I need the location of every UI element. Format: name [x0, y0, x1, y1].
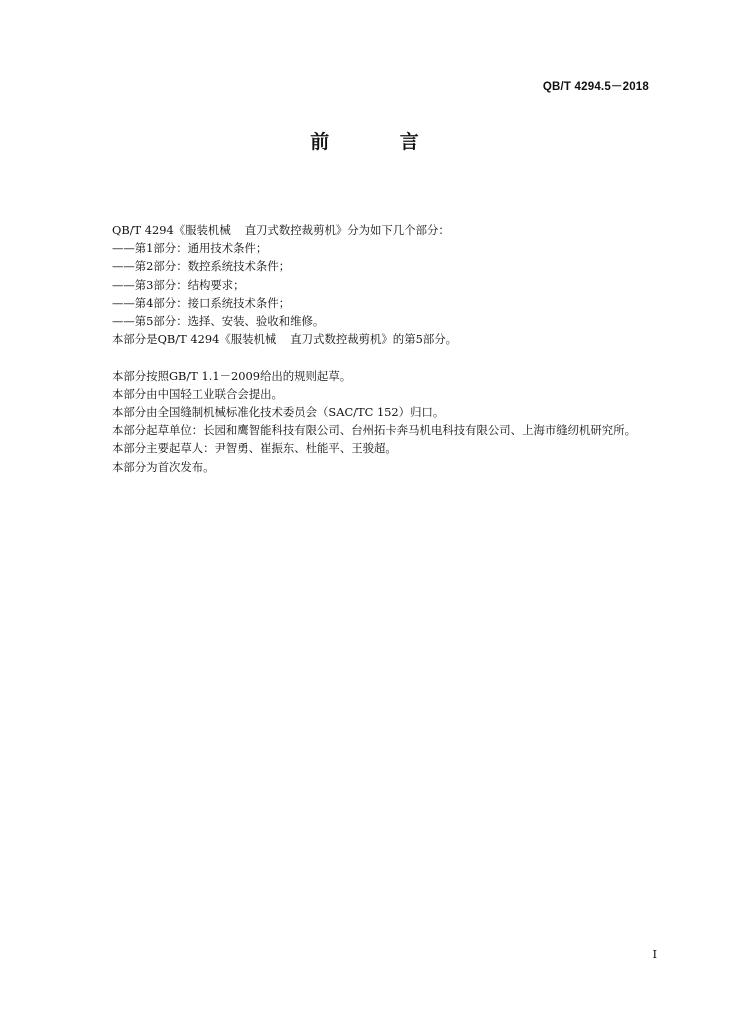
list-item-part-2: ——第2部分：数控系统技术条件；	[112, 259, 291, 274]
paragraph-spacer	[76, 348, 661, 366]
paragraph-proposed-by: 本部分由中国轻工业联合会提出。	[112, 386, 283, 401]
paragraph-drafting-units: 本部分起草单位：长园和鹰智能科技有限公司、台州拓卡奔马机电科技有限公司、上海市缝纫机研究所。	[112, 423, 636, 438]
list-item-part-1: ——第1部分：通用技术条件；	[112, 241, 268, 256]
paragraph-this-part	[76, 330, 661, 348]
list-item-part-3: ——第3部分：结构要求；	[112, 277, 245, 292]
paragraph-drafting-rules: 本部分按照GB/T 1.1－2009给出的规则起草。	[112, 368, 352, 383]
paragraph-text: 本部分是QB/T 4294《服装机械	[112, 332, 277, 347]
paragraph-centralized-by: 本部分由全国缝制机械标准化技术委员会（SAC/TC 152）归口。	[112, 405, 445, 420]
list-item-part-5: ——第5部分：选择、安装、验收和维修。	[112, 314, 325, 329]
paragraph-drafters: 本部分主要起草人：尹智勇、崔振东、杜能平、王骏超。	[112, 441, 397, 456]
paragraph-parts-intro	[76, 221, 661, 239]
paragraph-text: 直刀式数控裁剪机》的第5部分。	[290, 332, 457, 347]
foreword-body	[76, 221, 661, 476]
standard-code: QB/T 4294.5－2018	[542, 81, 649, 93]
page-title: 前 言	[310, 131, 451, 153]
paragraph-first-release: 本部分为首次发布。	[112, 459, 215, 474]
paragraph-text: QB/T 4294《服装机械	[112, 223, 231, 237]
paragraph-text: 直刀式数控裁剪机》分为如下几个部分：	[244, 223, 450, 237]
list-item-part-4: ——第4部分：接口系统技术条件；	[112, 295, 291, 310]
page-number: I	[652, 947, 657, 961]
